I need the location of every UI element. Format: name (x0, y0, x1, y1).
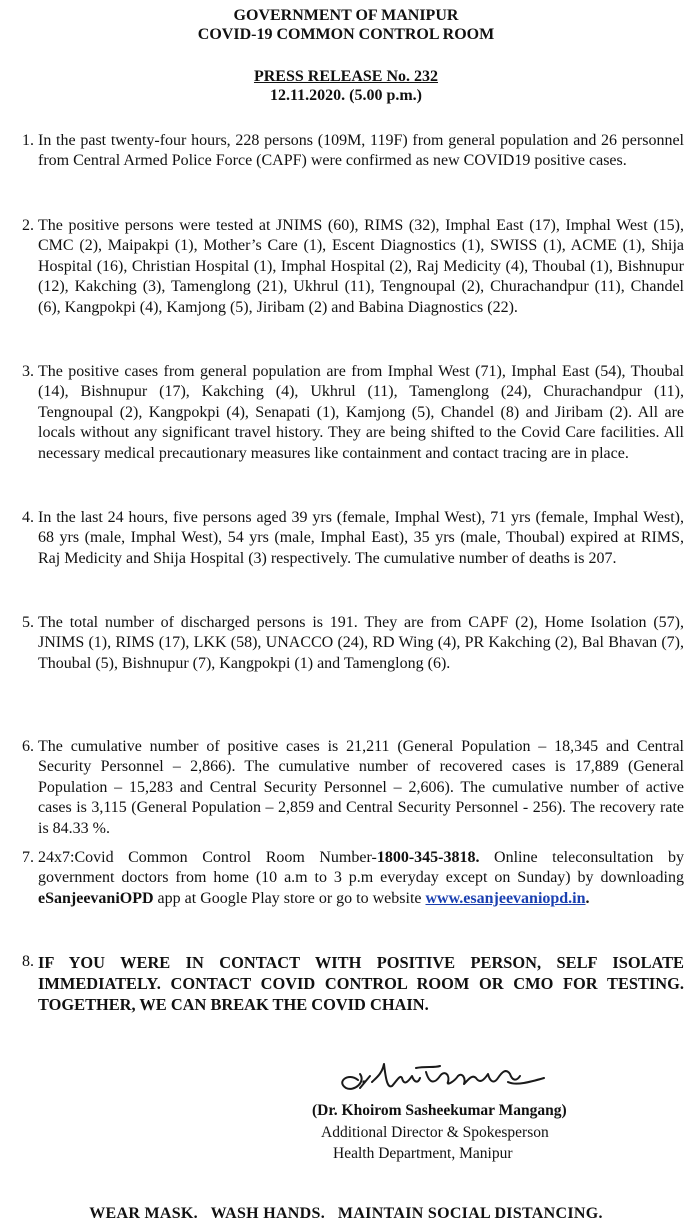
app-store-text: app at Google Play store or go to website (153, 889, 426, 907)
item-number: 5. (22, 614, 34, 631)
item-number: 3. (22, 363, 34, 380)
signatory-designation: Additional Director & Spokesperson (321, 1124, 549, 1141)
signatory-name: (Dr. Khoirom Sasheekumar Mangang) (312, 1102, 567, 1119)
item-number: 8. (22, 953, 34, 970)
teleconsultation-text: Online teleconsultation by government doctors from home (10 a.m to 3 p.m everyday except on Sunday) by downloading (38, 849, 684, 887)
signature-image (330, 1052, 570, 1098)
website-link[interactable]: www.esanjeevaniopd.in (425, 889, 586, 907)
item-number: 1. (22, 132, 34, 149)
helpline-intro: 24x7:Covid Common Control Room Number- (38, 849, 377, 866)
footer-slogan: WEAR MASK. WASH HANDS. MAINTAIN SOCIAL DISTANCING. (89, 1205, 603, 1222)
item-text: In the last 24 hours, five persons aged 39 yrs (female, Imphal West), 71 yrs (female, Imphal West), 68 yrs (male, Imphal West), 54 yrs (male, Imphal East), 35 yrs (male, Thoubal) expired at RIMS, Raj Medicity and Shija Hospital (3) respectively. The cumulative number of deaths is 207. (38, 509, 684, 567)
helpline-phone-number: 1800-345-3818. (376, 849, 480, 866)
item-number: 6. (22, 738, 34, 755)
item-number: 4. (22, 509, 34, 526)
item-text: The total number of discharged persons is 191. They are from CAPF (2), Home Isolation (57), JNIMS (1), RIMS (17), LKK (58), UNACCO (24), RD Wing (4), PR Kakching (2), Bal Bhavan (7), Thoubal (5), Bishnupur (7), Kangpokpi (1) and Tamenglong (6). (38, 614, 684, 672)
control-room-heading: COVID-19 COMMON CONTROL ROOM (197, 26, 495, 43)
item-text: The positive persons were tested at JNIMS (60), RIMS (32), Imphal East (17), Imphal West (15), CMC (2), Maipakpi (1), Mother’s Care (1), Escent Diagnostics (1), SWISS (1), ACME (1), Shija Hospital (16), Christian Hospital (1), Imphal Hospital (2), Raj Medicity (4), Thoubal (1), Bishnupur (12), Kakching (3), Tamenglong (21), Ukhrul (11), Tengnoupal (2), Churachandpur (11), Chandel (6), Kangpokpi (4), Kamjong (5), Jiribam (2) and Babina Diagnostics (22). (38, 217, 684, 316)
website-period: . (585, 889, 590, 907)
app-name: eSanjeevaniOPD (38, 889, 154, 907)
item-text: In the past twenty-four hours, 228 persons (109M, 119F) from general population and 26 personnel from Central Armed Police Force (CAPF) were confirmed as new COVID19 positive cases. (38, 132, 684, 170)
signatory-department: Health Department, Manipur (333, 1145, 513, 1162)
press-release-date: 12.11.2020. (5.00 p.m.) (270, 87, 422, 104)
advisory-text: IF YOU WERE IN CONTACT WITH POSITIVE PERSON, SELF ISOLATE IMMEDIATELY. CONTACT COVID CONTROL ROOM OR CMO FOR TESTING. TOGETHER, WE CAN BREAK THE COVID CHAIN. (38, 953, 684, 1014)
item-text (38, 848, 684, 909)
item-text: The positive cases from general population are from Imphal West (71), Imphal East (54), Thoubal (14), Bishnupur (17), Kakching (4), Ukhrul (11), Tamenglong (24), Churachandpur (11), Tengnoupal (2), Kangpokpi (4), Senapati (1), Kamjong (5), Chandel (8) and Jiribam (2). All are locals without any significant travel history. They are being shifted to the Covid Care facilities. All necessary medical precautionary measures like containment and contact tracing are in place. (38, 363, 684, 462)
item-number: 7. (22, 849, 34, 866)
item-text: The cumulative number of positive cases is 21,211 (General Population – 18,345 and Central Security Personnel – 2,866). The cumulative number of recovered cases is 17,889 (General Population – 15,283 and Central Security Personnel – 2,606). The cumulative number of active cases is 3,115 (General Population – 2,859 and Central Security Personnel - 256). The recovery rate is 84.33 %. (38, 738, 684, 837)
government-heading: GOVERNMENT OF MANIPUR (233, 7, 459, 24)
item-number: 2. (22, 217, 34, 234)
press-release-title: PRESS RELEASE No. 232 (253, 68, 439, 85)
